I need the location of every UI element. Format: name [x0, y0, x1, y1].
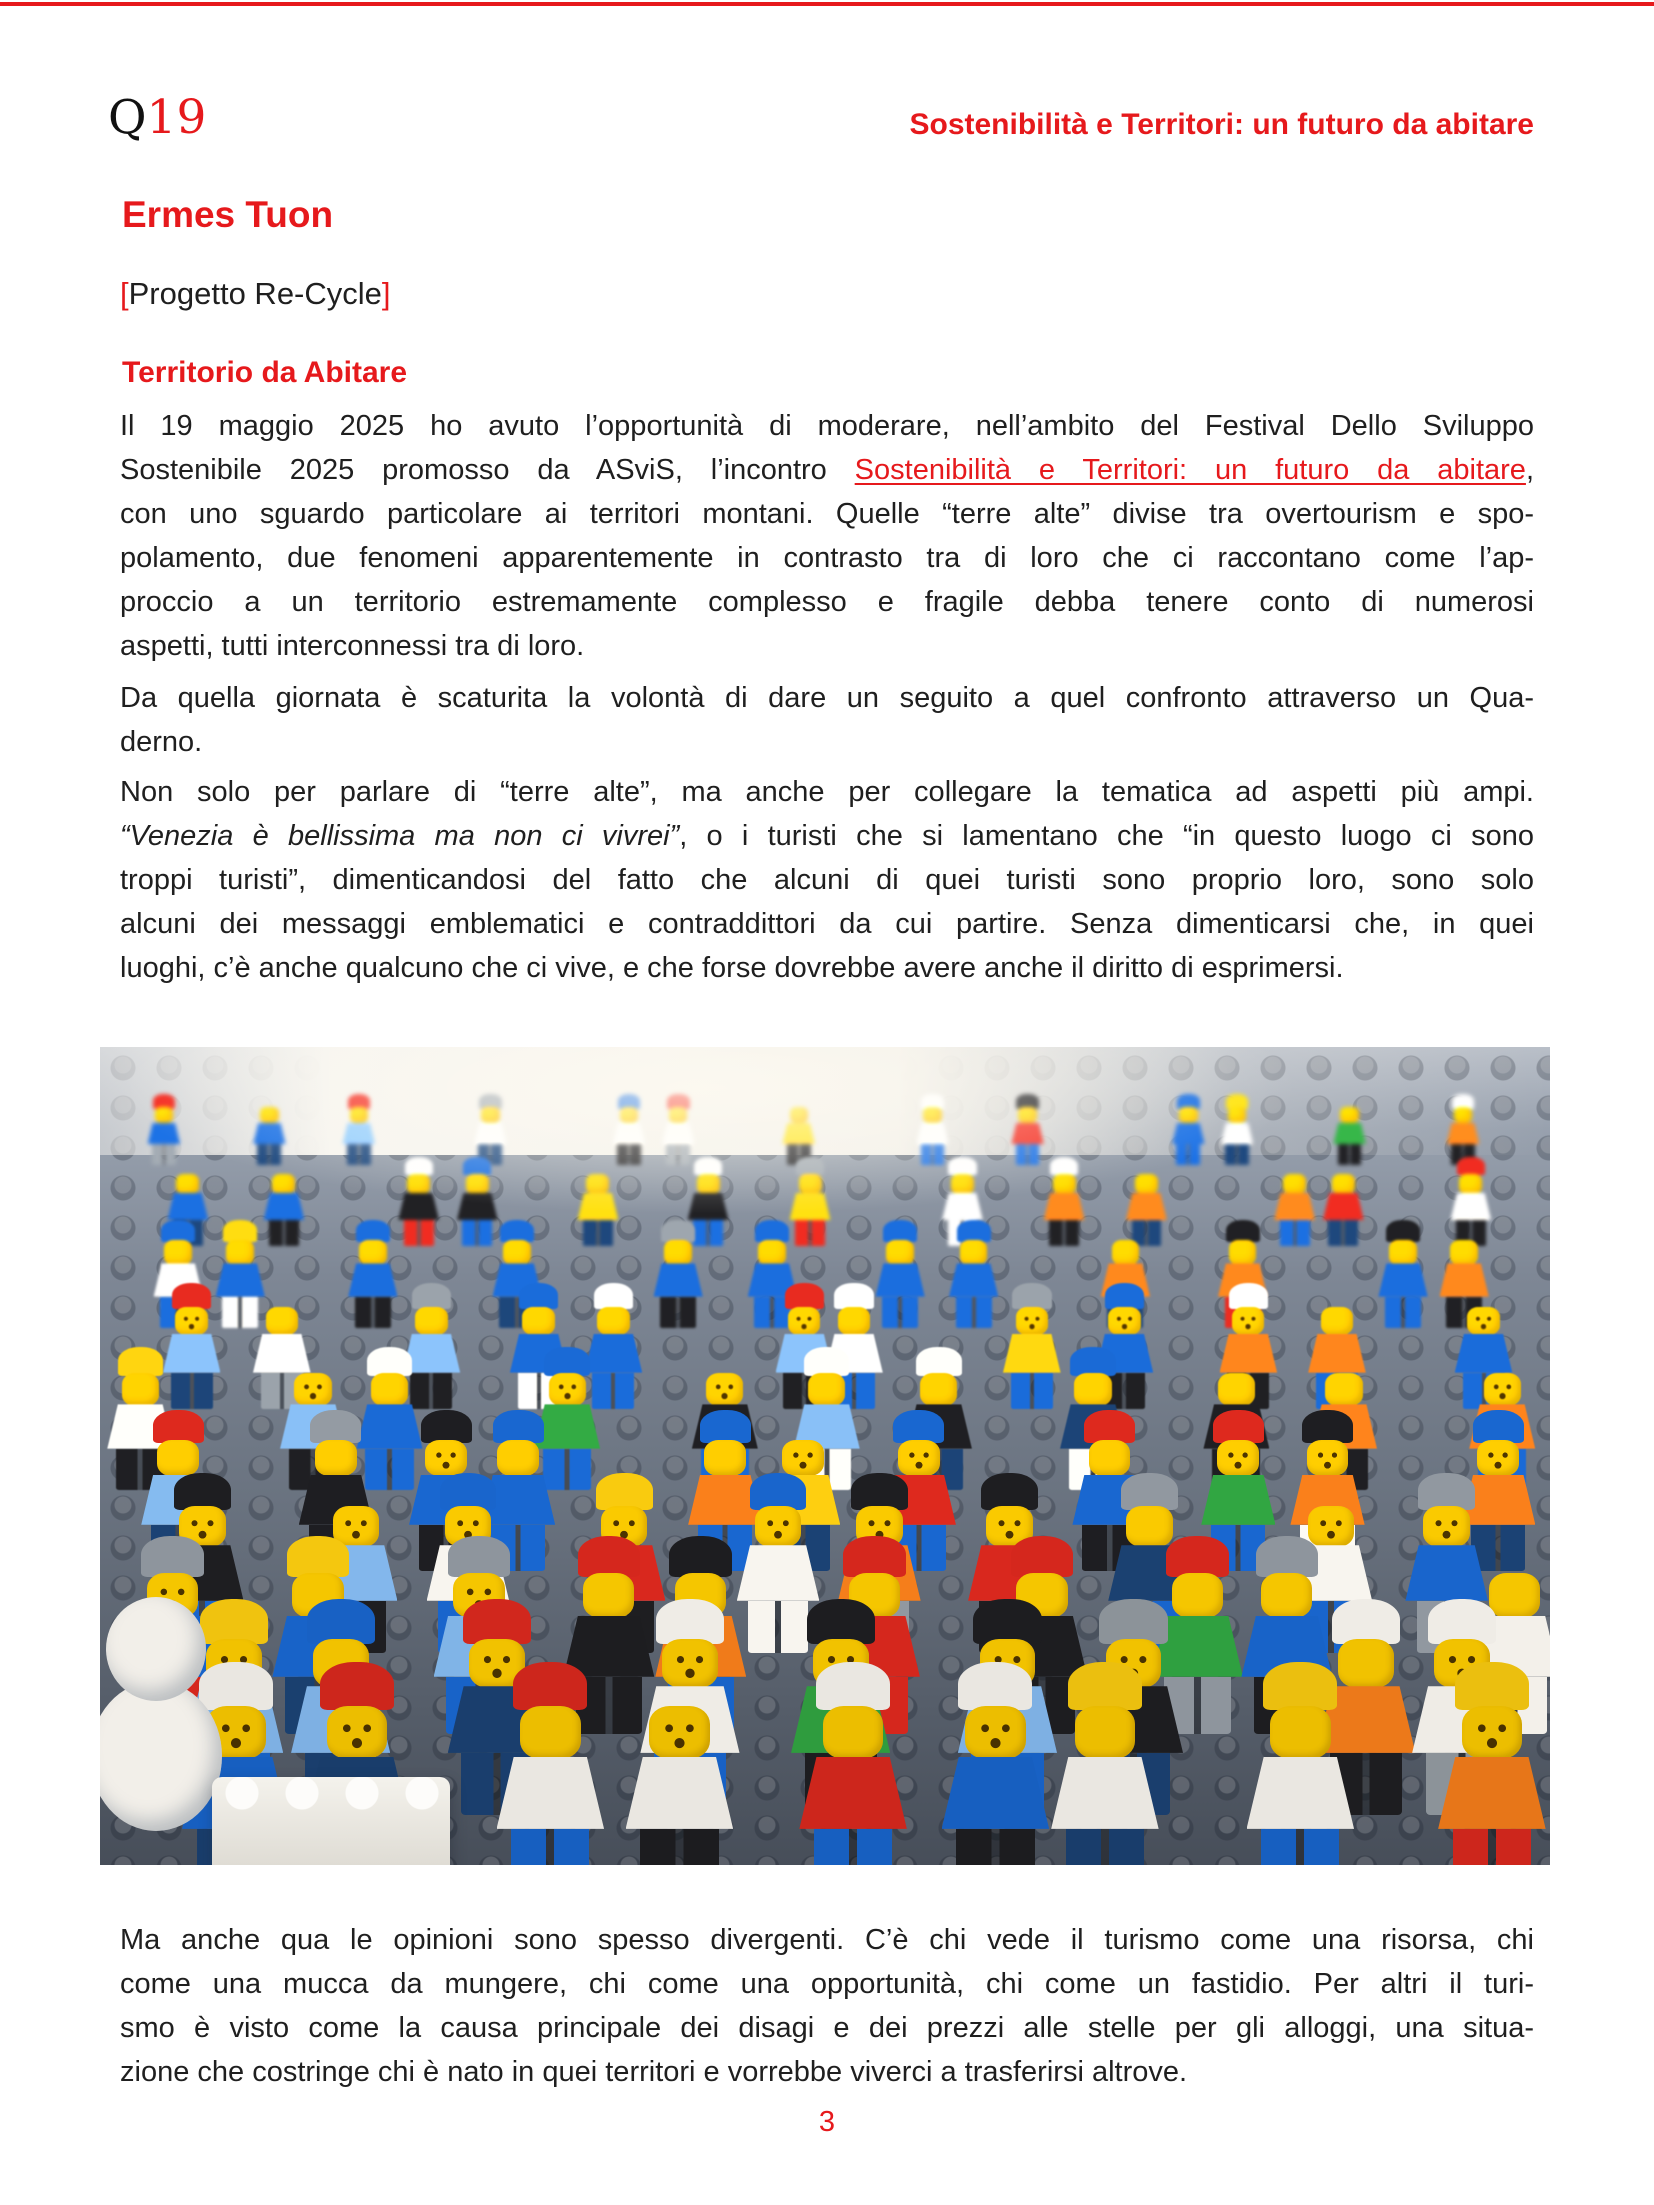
- text-line: “Venezia è bellissima ma non ci vivrei”, o i turisti che si lamentano che “in questo luogo ci sono: [120, 820, 1534, 852]
- lego-minifigure: [263, 1157, 306, 1249]
- text-line: come una mucca da mungere, chi come una opportunità, chi come un fastidio. Per altri il turi-: [120, 1968, 1534, 2000]
- text-line: Ma anche qua le opinioni sono spesso divergenti. C’è chi vede il turismo come una risorsa, chi: [120, 1924, 1534, 1956]
- text-line: troppi turisti”, dimenticandosi del fatto che alcuni di quei turisti sono proprio loro, sono solo: [120, 864, 1534, 896]
- paragraph-1: [120, 404, 1534, 668]
- text-line: alcuni dei messaggi emblematici e contraddittori da cui partire. Senza dimenticarsi che, in quei: [120, 908, 1534, 940]
- text-line: Da quella giornata è scaturita la volontà di dare un seguito a quel confronto attraverso un Qua-: [120, 682, 1534, 714]
- lego-minifigure: [623, 1662, 735, 1865]
- white-lego-brick: [212, 1777, 450, 1865]
- text-line: zione che costringe chi è nato in quei territori e vorrebbe viverci a trasferirsi altrove.: [120, 2056, 1188, 2088]
- text-line: polamento, due fenomeni apparentemente in contrasto tra di loro che ci raccontano come l’ap-: [120, 542, 1534, 574]
- text-line: con uno sguardo particolare ai territori montani. Quelle “terre alte” divise tra overtourism e spo-: [120, 498, 1534, 530]
- quaderno-logo-number: 19: [146, 90, 207, 145]
- paragraph-3: [120, 770, 1534, 990]
- text-line: Il 19 maggio 2025 ho avuto l’opportunità di moderare, nell’ambito del Festival Dello Sviluppo: [120, 410, 1534, 442]
- lego-minifigure: [1043, 1157, 1086, 1249]
- lego-minifigure: [397, 1157, 440, 1249]
- paragraph-4: [120, 1918, 1534, 2094]
- paragraph-2: [120, 676, 1534, 764]
- lego-minifigure: [347, 1220, 398, 1330]
- lego-minifigure: [1002, 1283, 1062, 1412]
- running-head-title: Sostenibilità e Territori: un futuro da abitare: [909, 108, 1534, 141]
- text-line: proccio a un territorio estremamente complesso e fragile debba tenere conto di numerosi: [120, 586, 1534, 618]
- inline-link[interactable]: Sostenibilità e Territori: un futuro da abitare: [854, 454, 1526, 486]
- top-red-rule: [0, 2, 1654, 6]
- lego-minifigure: [939, 1662, 1051, 1865]
- lego-minifigure: [1244, 1662, 1356, 1865]
- lego-minifigure: [1273, 1157, 1316, 1249]
- lego-minifigure: [577, 1157, 620, 1249]
- project-tagline: [120, 276, 391, 312]
- close-bracket: ]: [381, 276, 391, 311]
- author-name: Ermes Tuon: [122, 194, 334, 235]
- open-bracket: [: [120, 276, 129, 311]
- page-number: 3: [818, 2106, 836, 2138]
- project-label: Progetto Re-Cycle: [128, 276, 382, 311]
- lego-minifigure: [1049, 1662, 1161, 1865]
- text-line: derno.: [120, 726, 203, 758]
- quaderno-logo: [108, 90, 207, 145]
- lego-minifigure: [1171, 1094, 1205, 1167]
- lego-minifigure: [948, 1220, 999, 1330]
- lego-minifigure: [1220, 1094, 1254, 1167]
- text-line: smo è visto come la causa principale dei disagi e dei prezzi alle stelle per gli alloggi, una situa-: [120, 2012, 1534, 2044]
- section-heading: Territorio da Abitare: [122, 356, 408, 389]
- lego-minifigure: [1436, 1662, 1548, 1865]
- text-line: Non solo per parlare di “terre alte”, ma anche per collegare la tematica ad aspetti più ampi.: [120, 776, 1534, 808]
- lego-minifigure: [1377, 1220, 1428, 1330]
- lego-minifigure: [1011, 1094, 1045, 1167]
- lego-minifigure: [494, 1662, 606, 1865]
- lego-minifigure: [1322, 1157, 1365, 1249]
- lego-minifigure: [653, 1220, 704, 1330]
- lego-crowd-photo: [100, 1047, 1550, 1865]
- italic-quote: “Venezia è bellissima ma non ci vivrei”: [120, 820, 680, 852]
- text-line: aspetti, tutti interconnessi tra di loro.: [120, 630, 585, 662]
- text-line: Sostenibile 2025 promosso da ASviS, l’incontro Sostenibilità e Territori: un futuro da abitare,: [120, 454, 1534, 486]
- lego-minifigure: [797, 1662, 909, 1865]
- lego-minifigure: [342, 1094, 376, 1167]
- text-line: luoghi, c’è anche qualcuno che ci vive, e che forse dovrebbe avere anche il diritto di esprimersi.: [120, 952, 1344, 984]
- quaderno-logo-q: Q: [108, 90, 147, 145]
